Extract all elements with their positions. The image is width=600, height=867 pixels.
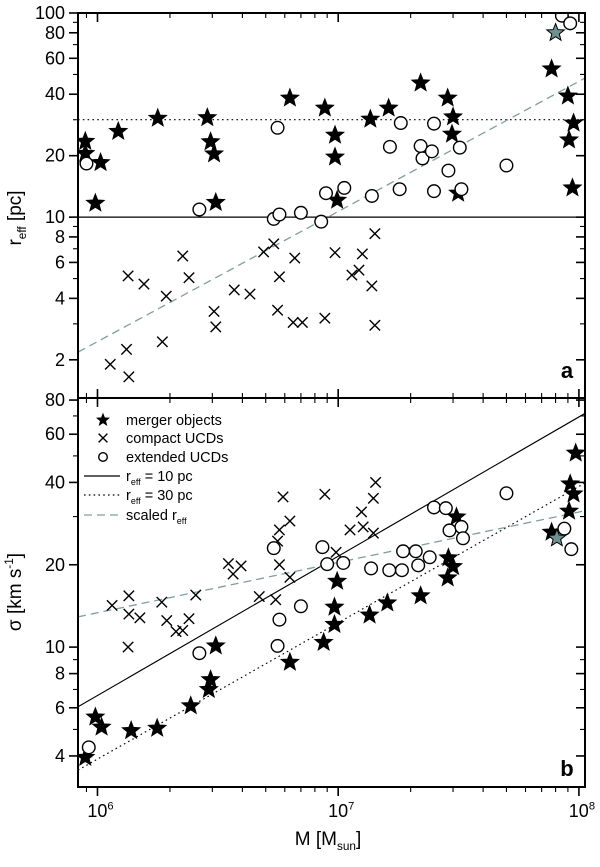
panel-b-corner-label: b bbox=[560, 756, 574, 781]
circle-marker bbox=[409, 545, 422, 558]
circle-marker bbox=[320, 187, 333, 200]
circle-marker bbox=[397, 545, 410, 558]
x-tick-label: $10^6$ bbox=[87, 800, 114, 821]
cross-marker bbox=[123, 271, 133, 281]
cross-marker bbox=[124, 591, 134, 601]
cross-marker bbox=[105, 359, 115, 369]
cross-marker bbox=[290, 253, 300, 263]
star-marker bbox=[281, 653, 299, 670]
cross-marker bbox=[368, 493, 378, 503]
cross-marker bbox=[347, 270, 357, 280]
legend-item-3 bbox=[84, 469, 193, 487]
panel-b-y-tick-label: 8 bbox=[54, 663, 65, 684]
circle-marker bbox=[393, 183, 406, 196]
cross-marker bbox=[285, 572, 295, 582]
cross-marker bbox=[278, 492, 288, 502]
star-marker bbox=[560, 131, 578, 148]
panel-a-y-tick-label: 4 bbox=[54, 288, 65, 309]
panel-a-y-tick-label: 2 bbox=[54, 349, 65, 370]
panel-a-y-tick-label: 20 bbox=[44, 145, 65, 166]
circle-marker bbox=[315, 215, 328, 228]
cross-marker bbox=[297, 317, 307, 327]
panel-b-y-axis-title: σ [km $s^{-1}$] bbox=[3, 552, 26, 632]
circle-marker bbox=[80, 157, 93, 170]
cross-marker bbox=[123, 642, 133, 652]
cross-marker bbox=[178, 625, 188, 635]
legend-label: $r_{eff} = 10$ pc bbox=[126, 469, 193, 487]
circle-marker bbox=[428, 117, 441, 130]
panel-a-series-compact-UCDs bbox=[105, 228, 380, 382]
cross-marker bbox=[370, 320, 380, 330]
legend-item-4 bbox=[84, 488, 193, 506]
circle-marker bbox=[193, 203, 206, 216]
star-marker bbox=[328, 572, 346, 589]
cross-marker bbox=[161, 291, 171, 301]
cross-marker bbox=[274, 525, 284, 535]
panel-b-y-tick-label: 6 bbox=[54, 697, 65, 718]
legend bbox=[84, 413, 228, 526]
star-marker bbox=[148, 719, 166, 736]
circle-marker bbox=[273, 208, 286, 221]
star-marker bbox=[439, 89, 457, 106]
circle-marker bbox=[267, 542, 280, 555]
star-marker bbox=[547, 24, 565, 41]
cross-marker bbox=[320, 489, 330, 499]
legend-label: scaled $r_{eff}$ bbox=[126, 508, 187, 526]
circle-marker bbox=[565, 543, 578, 556]
circle-marker bbox=[271, 640, 284, 653]
legend-label: extended UCDs bbox=[126, 450, 229, 466]
cross-marker bbox=[358, 522, 368, 532]
panel-a-y-tick-label: 40 bbox=[44, 84, 65, 105]
star-marker bbox=[207, 637, 225, 654]
star-marker bbox=[182, 697, 200, 714]
x-tick-label: $10^7$ bbox=[328, 800, 355, 821]
star-marker bbox=[326, 615, 344, 632]
star-marker bbox=[110, 122, 128, 139]
star-marker bbox=[567, 444, 585, 461]
legend-label: compact UCDs bbox=[126, 431, 224, 447]
panel-a-y-tick-label: 6 bbox=[54, 252, 65, 273]
cross-marker bbox=[367, 281, 377, 291]
star-marker bbox=[412, 587, 430, 604]
legend-item-0 bbox=[97, 413, 222, 429]
legend-item-1 bbox=[99, 431, 224, 447]
cross-marker bbox=[121, 344, 131, 354]
star-marker bbox=[444, 108, 462, 125]
cross-marker bbox=[184, 614, 194, 624]
panel-a bbox=[35, 3, 585, 398]
cross-marker bbox=[274, 272, 284, 282]
star-marker bbox=[326, 126, 344, 143]
panel-b-y-tick-label: 4 bbox=[54, 745, 65, 766]
cross-marker bbox=[184, 272, 194, 282]
cross-marker bbox=[320, 313, 330, 323]
circle-marker bbox=[428, 501, 441, 514]
cross-marker bbox=[209, 306, 219, 316]
panel-b-y-tick-label: 20 bbox=[44, 554, 65, 575]
star-marker bbox=[87, 194, 105, 211]
circle-marker bbox=[426, 145, 439, 158]
cross-marker bbox=[178, 251, 188, 261]
star-marker bbox=[199, 108, 217, 125]
star-marker bbox=[315, 633, 332, 650]
circle-marker bbox=[455, 521, 468, 534]
star-marker bbox=[326, 148, 344, 165]
cross-marker bbox=[245, 289, 255, 299]
circle-marker bbox=[558, 522, 571, 535]
legend-label: merger objects bbox=[126, 413, 222, 429]
cross-marker bbox=[330, 247, 340, 257]
circle-marker bbox=[271, 121, 284, 134]
panel-a-series-scaled-merger-object bbox=[547, 24, 565, 41]
star-marker bbox=[543, 60, 560, 77]
star-marker bbox=[443, 125, 461, 142]
cross-marker bbox=[229, 285, 239, 295]
cross-marker bbox=[258, 247, 268, 257]
cross-marker bbox=[124, 372, 134, 382]
star-marker bbox=[564, 179, 582, 196]
panel-a-y-tick-label: 8 bbox=[54, 226, 65, 247]
circle-marker bbox=[423, 551, 436, 564]
star-marker bbox=[316, 99, 334, 116]
star-marker bbox=[362, 110, 380, 127]
circle-marker bbox=[193, 647, 206, 660]
circle-marker bbox=[442, 164, 455, 177]
circle-marker bbox=[338, 182, 351, 195]
circle-marker bbox=[500, 159, 513, 172]
panel-a-y-tick-label: 10 bbox=[44, 207, 65, 228]
star-marker bbox=[565, 114, 583, 131]
panel-b-series-extended-UCDs bbox=[82, 487, 577, 754]
circle-marker bbox=[365, 562, 378, 575]
panel-b-y-tick-label: 10 bbox=[44, 637, 65, 658]
star-marker bbox=[202, 133, 220, 150]
circle-marker bbox=[316, 541, 329, 554]
circle-marker bbox=[82, 741, 95, 754]
cross-marker bbox=[357, 249, 367, 259]
circle-marker bbox=[383, 564, 396, 577]
circle-marker bbox=[321, 558, 334, 571]
circle-marker bbox=[366, 190, 379, 203]
circle-marker bbox=[428, 185, 441, 198]
x-tick-label: $10^8$ bbox=[568, 800, 596, 821]
circle-marker bbox=[440, 502, 453, 515]
star-marker bbox=[361, 606, 379, 623]
star-marker bbox=[560, 502, 578, 519]
cross-marker bbox=[354, 265, 364, 275]
star-marker bbox=[412, 74, 430, 91]
cross-marker bbox=[124, 609, 134, 619]
cross-marker bbox=[356, 507, 366, 517]
cross-marker bbox=[285, 516, 295, 526]
star-marker bbox=[207, 193, 225, 210]
star-marker bbox=[92, 153, 110, 170]
circle-marker bbox=[396, 564, 409, 577]
cross-marker bbox=[211, 322, 221, 332]
panel-b-y-tick-label: 40 bbox=[44, 472, 65, 493]
circle-marker bbox=[443, 524, 456, 537]
circle-marker bbox=[457, 532, 470, 545]
star-marker bbox=[97, 414, 108, 425]
circle-marker bbox=[384, 141, 397, 154]
cross-marker bbox=[331, 547, 341, 557]
panel-b-y-tick-label: 80 bbox=[44, 390, 65, 411]
circle-marker bbox=[453, 141, 466, 154]
cross-marker bbox=[162, 615, 172, 625]
star-marker bbox=[149, 109, 167, 126]
cross-marker bbox=[99, 434, 108, 443]
circle-marker bbox=[99, 453, 108, 462]
cross-marker bbox=[157, 337, 167, 347]
panel-a-y-tick-label: 60 bbox=[44, 48, 65, 69]
panel-a-border bbox=[78, 13, 585, 398]
legend-item-2 bbox=[99, 450, 229, 466]
cross-marker bbox=[270, 595, 280, 605]
cross-marker bbox=[370, 228, 380, 238]
cross-marker bbox=[139, 279, 149, 289]
circle-marker bbox=[337, 557, 350, 570]
circle-marker bbox=[455, 183, 468, 196]
circle-marker bbox=[412, 559, 425, 572]
x-axis-labels bbox=[87, 800, 595, 853]
cross-marker bbox=[370, 477, 380, 487]
star-marker bbox=[380, 99, 398, 116]
cross-marker bbox=[236, 561, 246, 571]
circle-marker bbox=[273, 613, 286, 626]
cross-marker bbox=[345, 525, 355, 535]
star-marker bbox=[379, 594, 397, 611]
x-axis-title: M $[M_{sun}]$ bbox=[294, 829, 362, 853]
star-marker bbox=[122, 721, 139, 738]
circle-marker bbox=[500, 487, 513, 500]
cross-marker bbox=[274, 560, 284, 570]
legend-label: $r_{eff} = 30$ pc bbox=[126, 488, 193, 506]
cross-marker bbox=[288, 317, 298, 327]
cross-marker bbox=[254, 591, 264, 601]
cross-marker bbox=[135, 613, 145, 623]
cross-marker bbox=[107, 600, 117, 610]
panel-a-y-tick-label: 100 bbox=[34, 3, 65, 23]
panel-a-y-axis-title: $r_{eff}$ [pc] bbox=[5, 190, 29, 246]
circle-marker bbox=[295, 207, 308, 220]
panel-a-y-ticks bbox=[35, 3, 585, 370]
cross-marker bbox=[157, 597, 167, 607]
panel-b-y-tick-label: 60 bbox=[44, 424, 65, 445]
cross-marker bbox=[272, 305, 282, 315]
cross-marker bbox=[223, 558, 233, 568]
circle-marker bbox=[394, 117, 407, 130]
circle-marker bbox=[295, 600, 308, 613]
star-marker bbox=[559, 87, 577, 104]
star-marker bbox=[281, 89, 299, 106]
cross-marker bbox=[191, 590, 201, 600]
legend-item-5 bbox=[84, 508, 187, 526]
panel-a-y-tick-label: 80 bbox=[44, 22, 65, 43]
star-marker bbox=[326, 598, 344, 615]
panel-a-corner-label: a bbox=[560, 358, 574, 383]
circle-marker bbox=[564, 17, 577, 30]
